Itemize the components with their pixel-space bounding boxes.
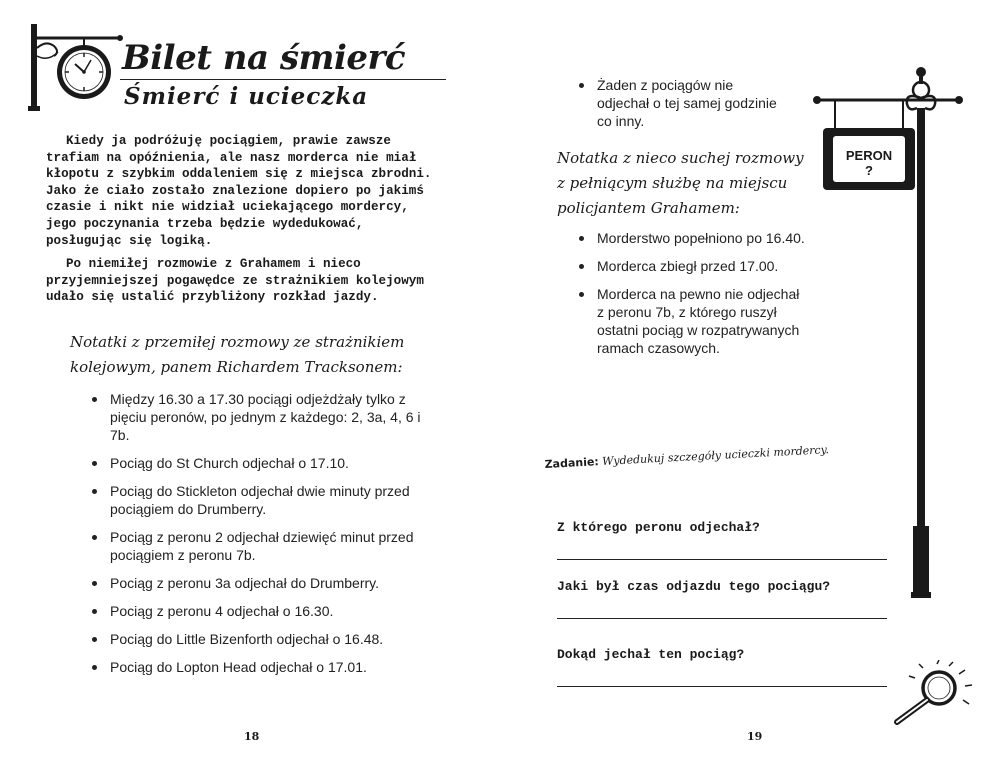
list-item: Pociąg z peronu 3a odjechał do Drumberry. <box>90 574 430 592</box>
intro-paragraph: Kiedy ja podróżuję pociągiem, prawie zawsze trafiam na opóźnienia, ale nasz morderca nie miał kłopotu z szybkim oddaleniem się z miejsca zbrodni. Jako że ciało zostało znalezione dopiero po jakimś czasie i nikt nie widział uciekającego mordercy, jego poczynania trzeba będzie wydedukować, posługując się logiką. <box>46 134 432 248</box>
question-block <box>557 646 887 687</box>
notes-heading-line: Notatki z przemiłej rozmowy ze strażnikiem <box>70 333 405 351</box>
list-item: Pociąg z peronu 2 odjechał dziewięć minut przed pociągiem z peronu 7b. <box>90 528 430 564</box>
platform-sign <box>839 148 899 178</box>
hanging-clock-icon <box>28 22 124 112</box>
notes-heading-line: z pełniącym służbę na miejscu <box>557 174 788 192</box>
list-item: Morderca zbiegł przed 17.00. <box>577 257 807 275</box>
question-block <box>557 578 887 619</box>
magnifying-glass-icon <box>887 660 977 726</box>
list-item: Między 16.30 a 17.30 pociągi odjeżdżały tylko z pięciu peronów, po jednym z każdego: 2, 3a, 4, 6 i 7b. <box>90 390 430 444</box>
answer-line[interactable] <box>557 686 887 687</box>
list-item: Pociąg do Stickleton odjechał dwie minuty przed pociągiem do Drumberry. <box>90 482 430 518</box>
list-item: Morderstwo popełniono po 16.40. <box>577 229 807 247</box>
continued-notes-list <box>577 76 777 140</box>
answer-line[interactable] <box>557 559 887 560</box>
title-divider <box>120 79 446 80</box>
question-label: Jaki był czas odjazdu tego pociągu? <box>557 579 831 594</box>
right-page <box>503 0 1003 768</box>
intro-paragraph: Po niemiłej rozmowie z Grahamem i nieco przyjemniejszej pogawędce ze strażnikiem kolejowym udało się ustalić przybliżony rozkład jazdy. <box>46 257 424 305</box>
page-number: 19 <box>747 730 763 743</box>
list-item: Żaden z pociągów nie odjechał o tej samej godzinie co inny. <box>577 76 777 130</box>
task-text: Wydedukuj szczegóły ucieczki mordercy. <box>601 443 830 468</box>
question-label: Dokąd jechał ten pociąg? <box>557 647 745 662</box>
list-item: Morderca na pewno nie odjechał z peronu 7b, z którego ruszył ostatni pociąg w rozpatrywanych ramach czasowych. <box>577 285 807 357</box>
platform-sign-text: PERON <box>845 148 893 163</box>
guard-notes-list <box>90 390 430 686</box>
page-subtitle: Śmierć i ucieczka <box>124 83 369 110</box>
platform-sign-question: ? <box>865 163 873 178</box>
task-instruction <box>544 443 829 471</box>
list-item: Pociąg do Lopton Head odjechał o 17.01. <box>90 658 430 676</box>
intro-text <box>46 133 442 313</box>
task-label: Zadanie: <box>544 455 600 471</box>
list-item: Pociąg z peronu 4 odjechał o 16.30. <box>90 602 430 620</box>
police-notes-list <box>577 229 807 367</box>
answer-line[interactable] <box>557 618 887 619</box>
question-block <box>557 519 887 560</box>
question-label: Z którego peronu odjechał? <box>557 520 760 535</box>
notes-heading <box>557 146 817 221</box>
page-number: 18 <box>244 730 260 743</box>
left-page <box>0 0 500 768</box>
list-item: Pociąg do Little Bizenforth odjechał o 16.48. <box>90 630 430 648</box>
notes-heading <box>70 330 450 380</box>
notes-heading-line: Notatka z nieco suchej rozmowy <box>557 149 804 167</box>
page-title: Bilet na śmierć <box>122 38 406 78</box>
notes-heading-line: kolejowym, panem Richardem Tracksonem: <box>70 358 403 376</box>
list-item: Pociąg do St Church odjechał o 17.10. <box>90 454 430 472</box>
notes-heading-line: policjantem Grahamem: <box>557 199 740 217</box>
